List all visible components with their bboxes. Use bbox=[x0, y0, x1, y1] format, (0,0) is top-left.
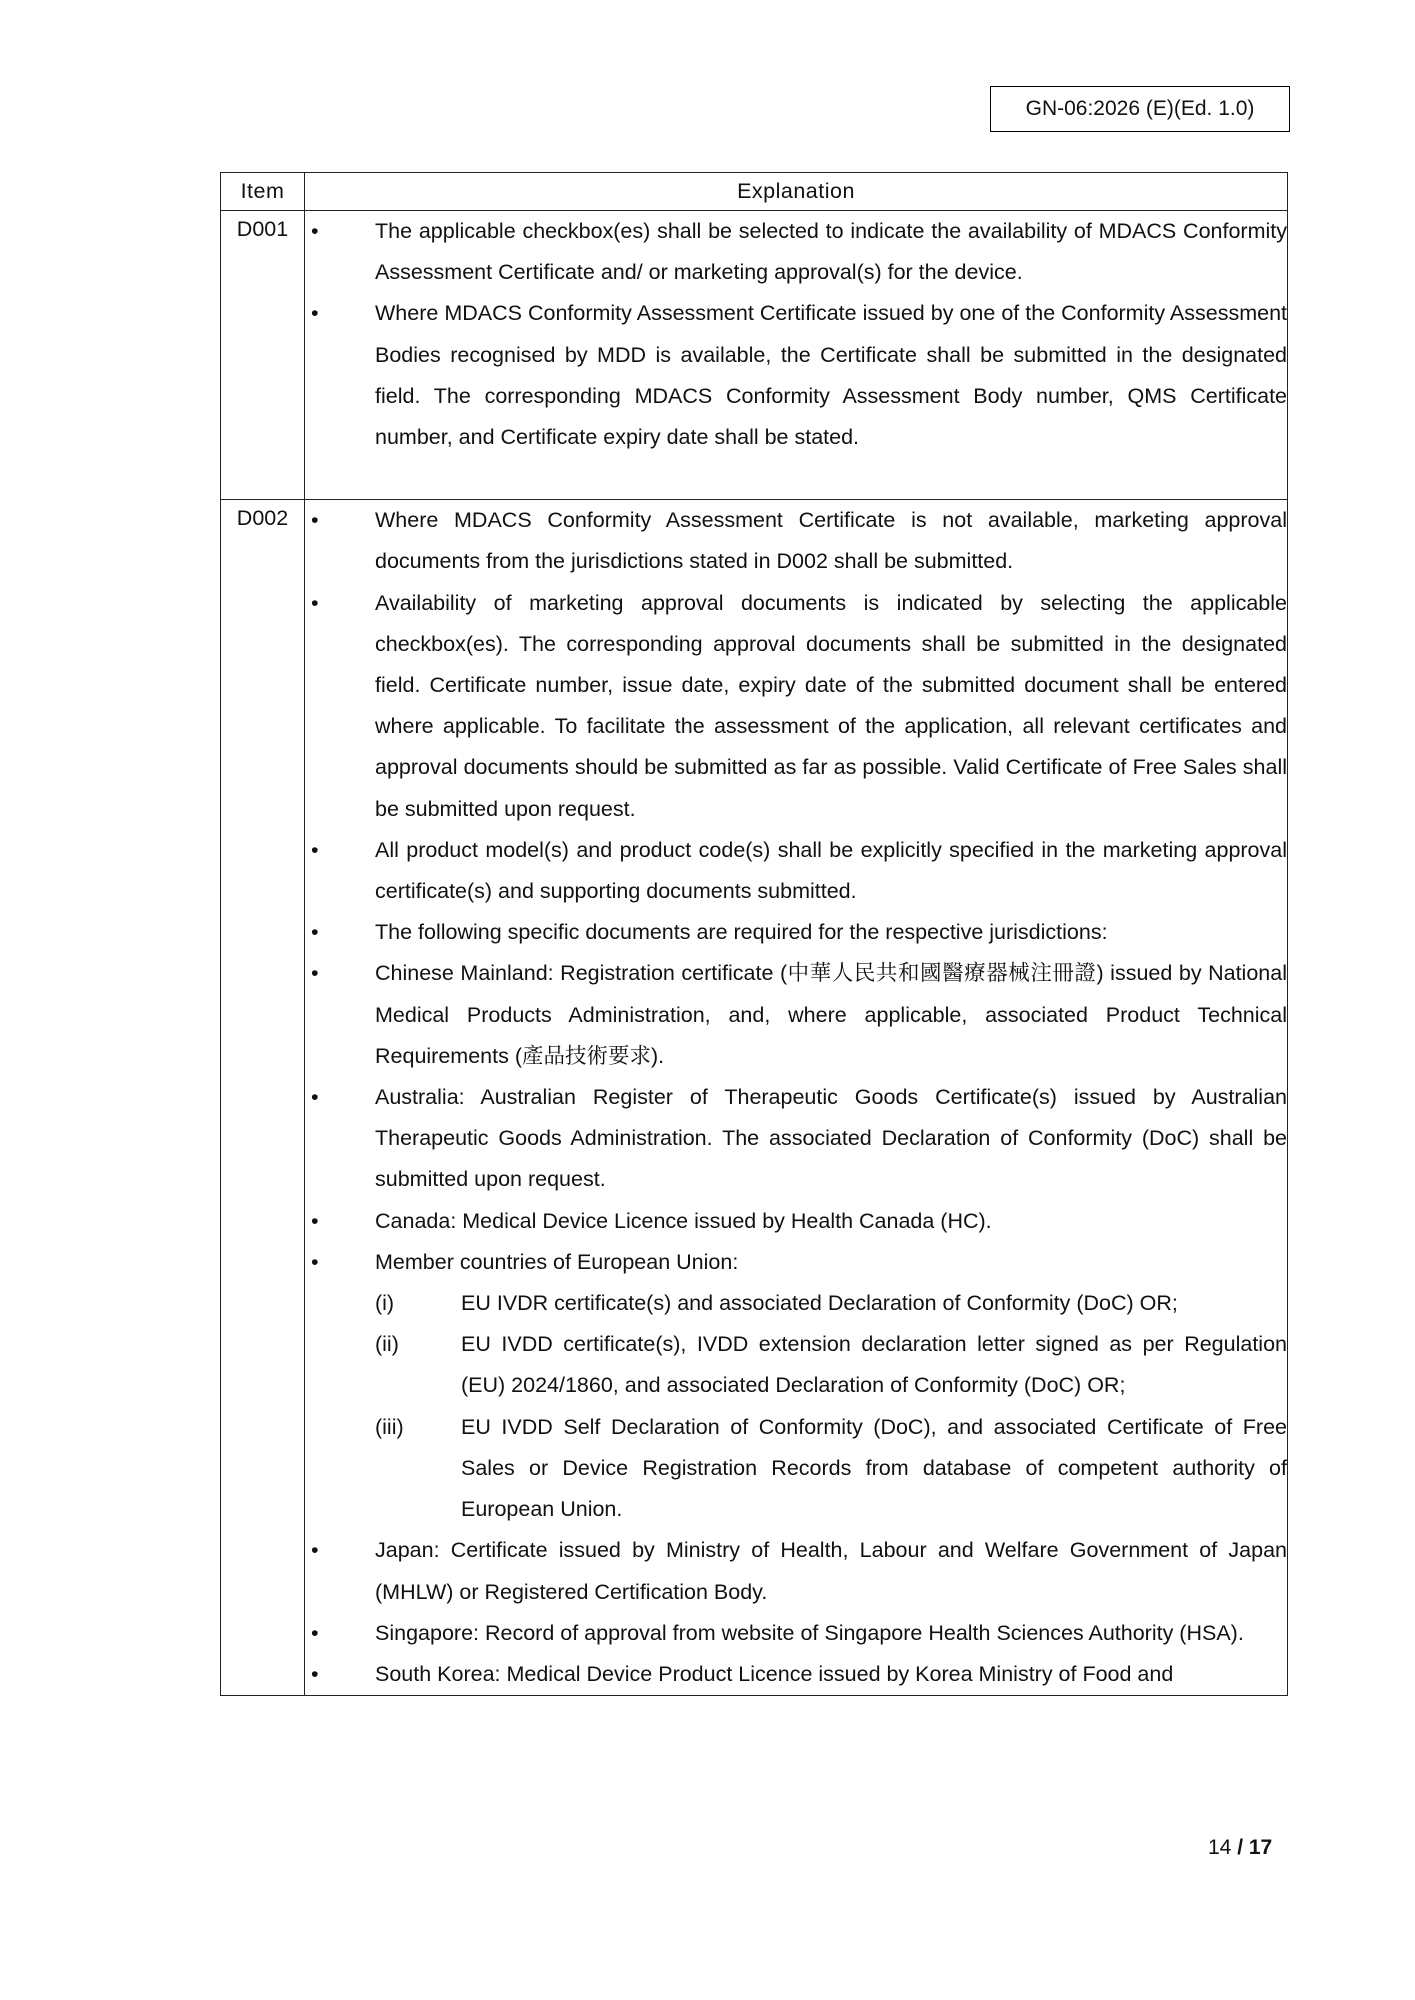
column-header-item: Item bbox=[221, 173, 305, 211]
list-item: • Availability of marketing approval documents is indicated by selecting the applicable checkbox(es). The corresponding approval documents shall be submitted in the designated field. Certificate number, issue date, expiry date of the submitted document shall be entered where applicable. To facilitate the assessment of the application, all relevant certificates and approval documents should be submitted as far as possible. Valid Certificate of Free Sales shall be submitted upon request. bbox=[305, 583, 1287, 830]
list-item: • Japan: Certificate issued by Ministry of Health, Labour and Welfare Government of Japan (MHLW) or Registered Certification Body. bbox=[305, 1530, 1287, 1612]
list-item: • Canada: Medical Device Licence issued by Health Canada (HC). bbox=[305, 1201, 1287, 1242]
bullet-icon: • bbox=[311, 1249, 319, 1274]
eu-sub-item: (ii) EU IVDD certificate(s), IVDD extension declaration letter signed as per Regulation (EU) 2024/1860, and associated Declaration of Conformity (DoC) OR; bbox=[375, 1332, 1287, 1398]
column-header-explanation: Explanation bbox=[305, 173, 1288, 211]
list-item: • Chinese Mainland: Registration certificate (中華人民共和國醫療器械注冊證) issued by National Medical Products Administration, and, where applicable, associated Product Technical Requirements (產品技術要求). bbox=[305, 953, 1287, 1077]
bullet-icon: • bbox=[311, 961, 319, 986]
list-item: • All product model(s) and product code(s) shall be explicitly specified in the marketing approval certificate(s) and supporting documents submitted. bbox=[305, 830, 1287, 912]
bullet-icon: • bbox=[311, 301, 319, 326]
list-item: • Singapore: Record of approval from website of Singapore Health Sciences Authority (HSA). bbox=[305, 1613, 1287, 1654]
list-item: • South Korea: Medical Device Product Licence issued by Korea Ministry of Food and bbox=[305, 1654, 1287, 1695]
explanation-table bbox=[220, 172, 1288, 1696]
item-code-cell bbox=[221, 500, 305, 1696]
explanation-cell bbox=[305, 211, 1288, 500]
list-item: • Australia: Australian Register of Therapeutic Goods Certificate(s) issued by Australian Therapeutic Goods Administration. The associated Declaration of Conformity (DoC) shall be submitted upon request. bbox=[305, 1077, 1287, 1201]
document-code: GN-06:2026 (E)(Ed. 1.0) bbox=[990, 86, 1290, 132]
bullet-icon: • bbox=[311, 1085, 319, 1110]
bullet-icon: • bbox=[311, 590, 319, 615]
list-item: • Where MDACS Conformity Assessment Certificate is not available, marketing approval documents from the jurisdictions stated in D002 shall be submitted. bbox=[305, 500, 1287, 582]
bullet-icon: • bbox=[311, 1208, 319, 1233]
table-header-row bbox=[221, 173, 1288, 211]
list-item: • The following specific documents are required for the respective jurisdictions: bbox=[305, 912, 1287, 953]
item-code: D001 bbox=[236, 217, 289, 241]
bullet-icon: • bbox=[311, 920, 319, 945]
page-current: 14 bbox=[1208, 1836, 1232, 1859]
explanation-cell bbox=[305, 500, 1288, 1696]
bullet-icon: • bbox=[311, 1661, 319, 1686]
list-item: • Where MDACS Conformity Assessment Certificate issued by one of the Conformity Assessment Bodies recognised by MDD is available, the Certificate shall be submitted in the designated field. The corresponding MDACS Conformity Assessment Body number, QMS Certificate number, and Certificate expiry date shall be stated. bbox=[305, 293, 1287, 458]
eu-sub-item: (i) EU IVDR certificate(s) and associated Declaration of Conformity (DoC) OR; bbox=[375, 1291, 1178, 1316]
table-row bbox=[221, 500, 1288, 1696]
bullet-icon: • bbox=[311, 1620, 319, 1645]
list-item: • The applicable checkbox(es) shall be selected to indicate the availability of MDACS Conformity Assessment Certificate and/ or marketing approval(s) for the device. bbox=[305, 211, 1287, 293]
list-item: • Member countries of European Union: bbox=[305, 1242, 1287, 1283]
bullet-icon: • bbox=[311, 508, 319, 533]
eu-sub-item: (iii) EU IVDD Self Declaration of Conformity (DoC), and associated Certificate of Free Sales or Device Registration Records from database of competent authority of European Union. bbox=[375, 1414, 1287, 1522]
bullet-icon: • bbox=[311, 219, 319, 243]
bullet-icon: • bbox=[311, 837, 319, 862]
page-total: / 17 bbox=[1237, 1836, 1273, 1859]
page-number bbox=[1208, 1836, 1272, 1860]
item-code: D002 bbox=[236, 506, 289, 531]
item-code-cell bbox=[221, 211, 305, 500]
table-row bbox=[221, 211, 1288, 500]
bullet-icon: • bbox=[311, 1538, 319, 1563]
